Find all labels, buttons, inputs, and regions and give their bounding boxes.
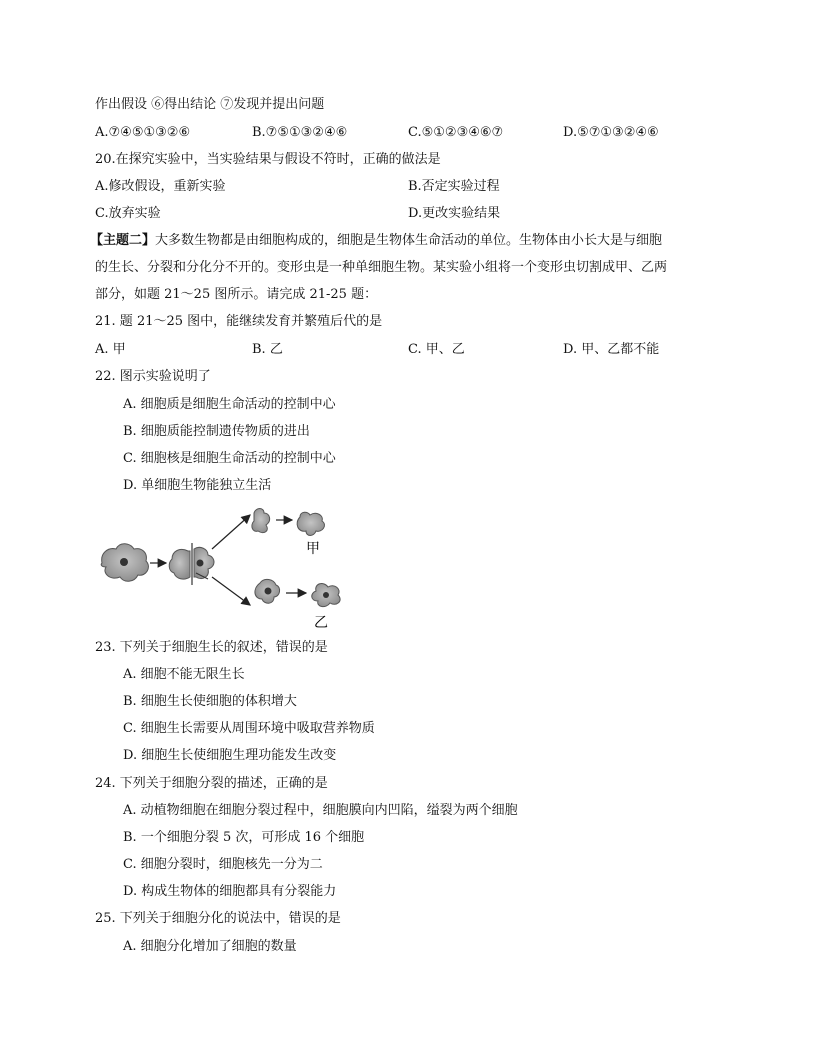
q19-stem-tail: 作出假设 ⑥得出结论 ⑦发现并提出问题 [95,97,325,112]
q22-option-a: A. 细胞质是细胞生命活动的控制中心 [123,397,336,412]
q23-option-d: D. 细胞生长使细胞生理功能发生改变 [123,748,337,763]
q21-option-d: D. 甲、乙都不能 [563,342,660,357]
q20-option-a: A.修改假设，重新实验 [95,179,226,194]
q20-option-c: C.放弃实验 [95,206,161,221]
jia-result-icon [297,512,324,535]
q23-stem: 23. 下列关于细胞生长的叙述，错误的是 [95,640,328,655]
q20-option-d: D.更改实验结果 [408,206,501,221]
amoeba-cutting-diagram [96,503,366,631]
fragment-jia-icon [252,509,270,533]
q19-option-a: A.⑦④⑤①③②⑥ [95,125,191,140]
q19-option-d: D.⑤⑦①③②④⑥ [563,125,659,140]
q24-stem: 24. 下列关于细胞分裂的描述，正确的是 [95,776,328,791]
q20-option-b: B.否定实验过程 [408,179,500,194]
topic2-line3: 部分，如题 21～25 图所示。请完成 21-25 题： [95,287,378,302]
q25-option-a: A. 细胞分化增加了细胞的数量 [123,939,297,954]
q21-option-a: A. 甲 [95,342,126,357]
topic2-text1: 大多数生物都是由细胞构成的，细胞是生物体生命活动的单位。生物体由小长大是与细胞 [155,233,663,248]
arrow-lower [212,577,250,605]
fragment-yi-icon [255,579,280,603]
q21-option-c: C. 甲、乙 [408,342,465,357]
q19-option-b: B.⑦⑤①③②④⑥ [252,125,348,140]
label-jia: 甲 [306,541,320,557]
whole-amoeba-icon [101,544,148,582]
q24-option-a: A. 动植物细胞在细胞分裂过程中，细胞膜向内凹陷，缢裂为两个细胞 [123,803,518,818]
q22-option-d: D. 单细胞生物能独立生活 [123,478,272,493]
yi-result-icon [312,584,340,607]
q23-option-c: C. 细胞生长需要从周围环境中吸取营养物质 [123,721,375,736]
q20-stem: 20.在探究实验中，当实验结果与假设不符时，正确的做法是 [95,152,441,167]
q23-option-b: B. 细胞生长使细胞的体积增大 [123,694,297,709]
q21-stem: 21. 题 21～25 图中，能继续发育并繁殖后代的是 [95,314,383,329]
q22-stem: 22. 图示实验说明了 [95,369,211,384]
q22-option-c: C. 细胞核是细胞生命活动的控制中心 [123,451,336,466]
q24-option-c: C. 细胞分裂时，细胞核先一分为二 [123,857,323,872]
topic2-tag: 【主题二】 [90,233,156,248]
q23-option-a: A. 细胞不能无限生长 [123,667,245,682]
q25-stem: 25. 下列关于细胞分化的说法中，错误的是 [95,911,341,926]
cut-amoeba-icon [169,543,214,585]
arrow-upper [212,515,250,549]
q22-option-b: B. 细胞质能控制遗传物质的进出 [123,424,310,439]
label-yi: 乙 [314,615,328,631]
q24-option-d: D. 构成生物体的细胞都具有分裂能力 [123,884,337,899]
q24-option-b: B. 一个细胞分裂 5 次，可形成 16 个细胞 [123,830,365,845]
topic2-line1 [90,232,662,250]
q21-option-b: B. 乙 [252,342,283,357]
topic2-line2: 的生长、分裂和分化分不开的。变形虫是一种单细胞生物。某实验小组将一个变形虫切割成甲、乙两 [95,260,668,275]
q19-option-c: C.⑤①②③④⑥⑦ [408,125,504,140]
